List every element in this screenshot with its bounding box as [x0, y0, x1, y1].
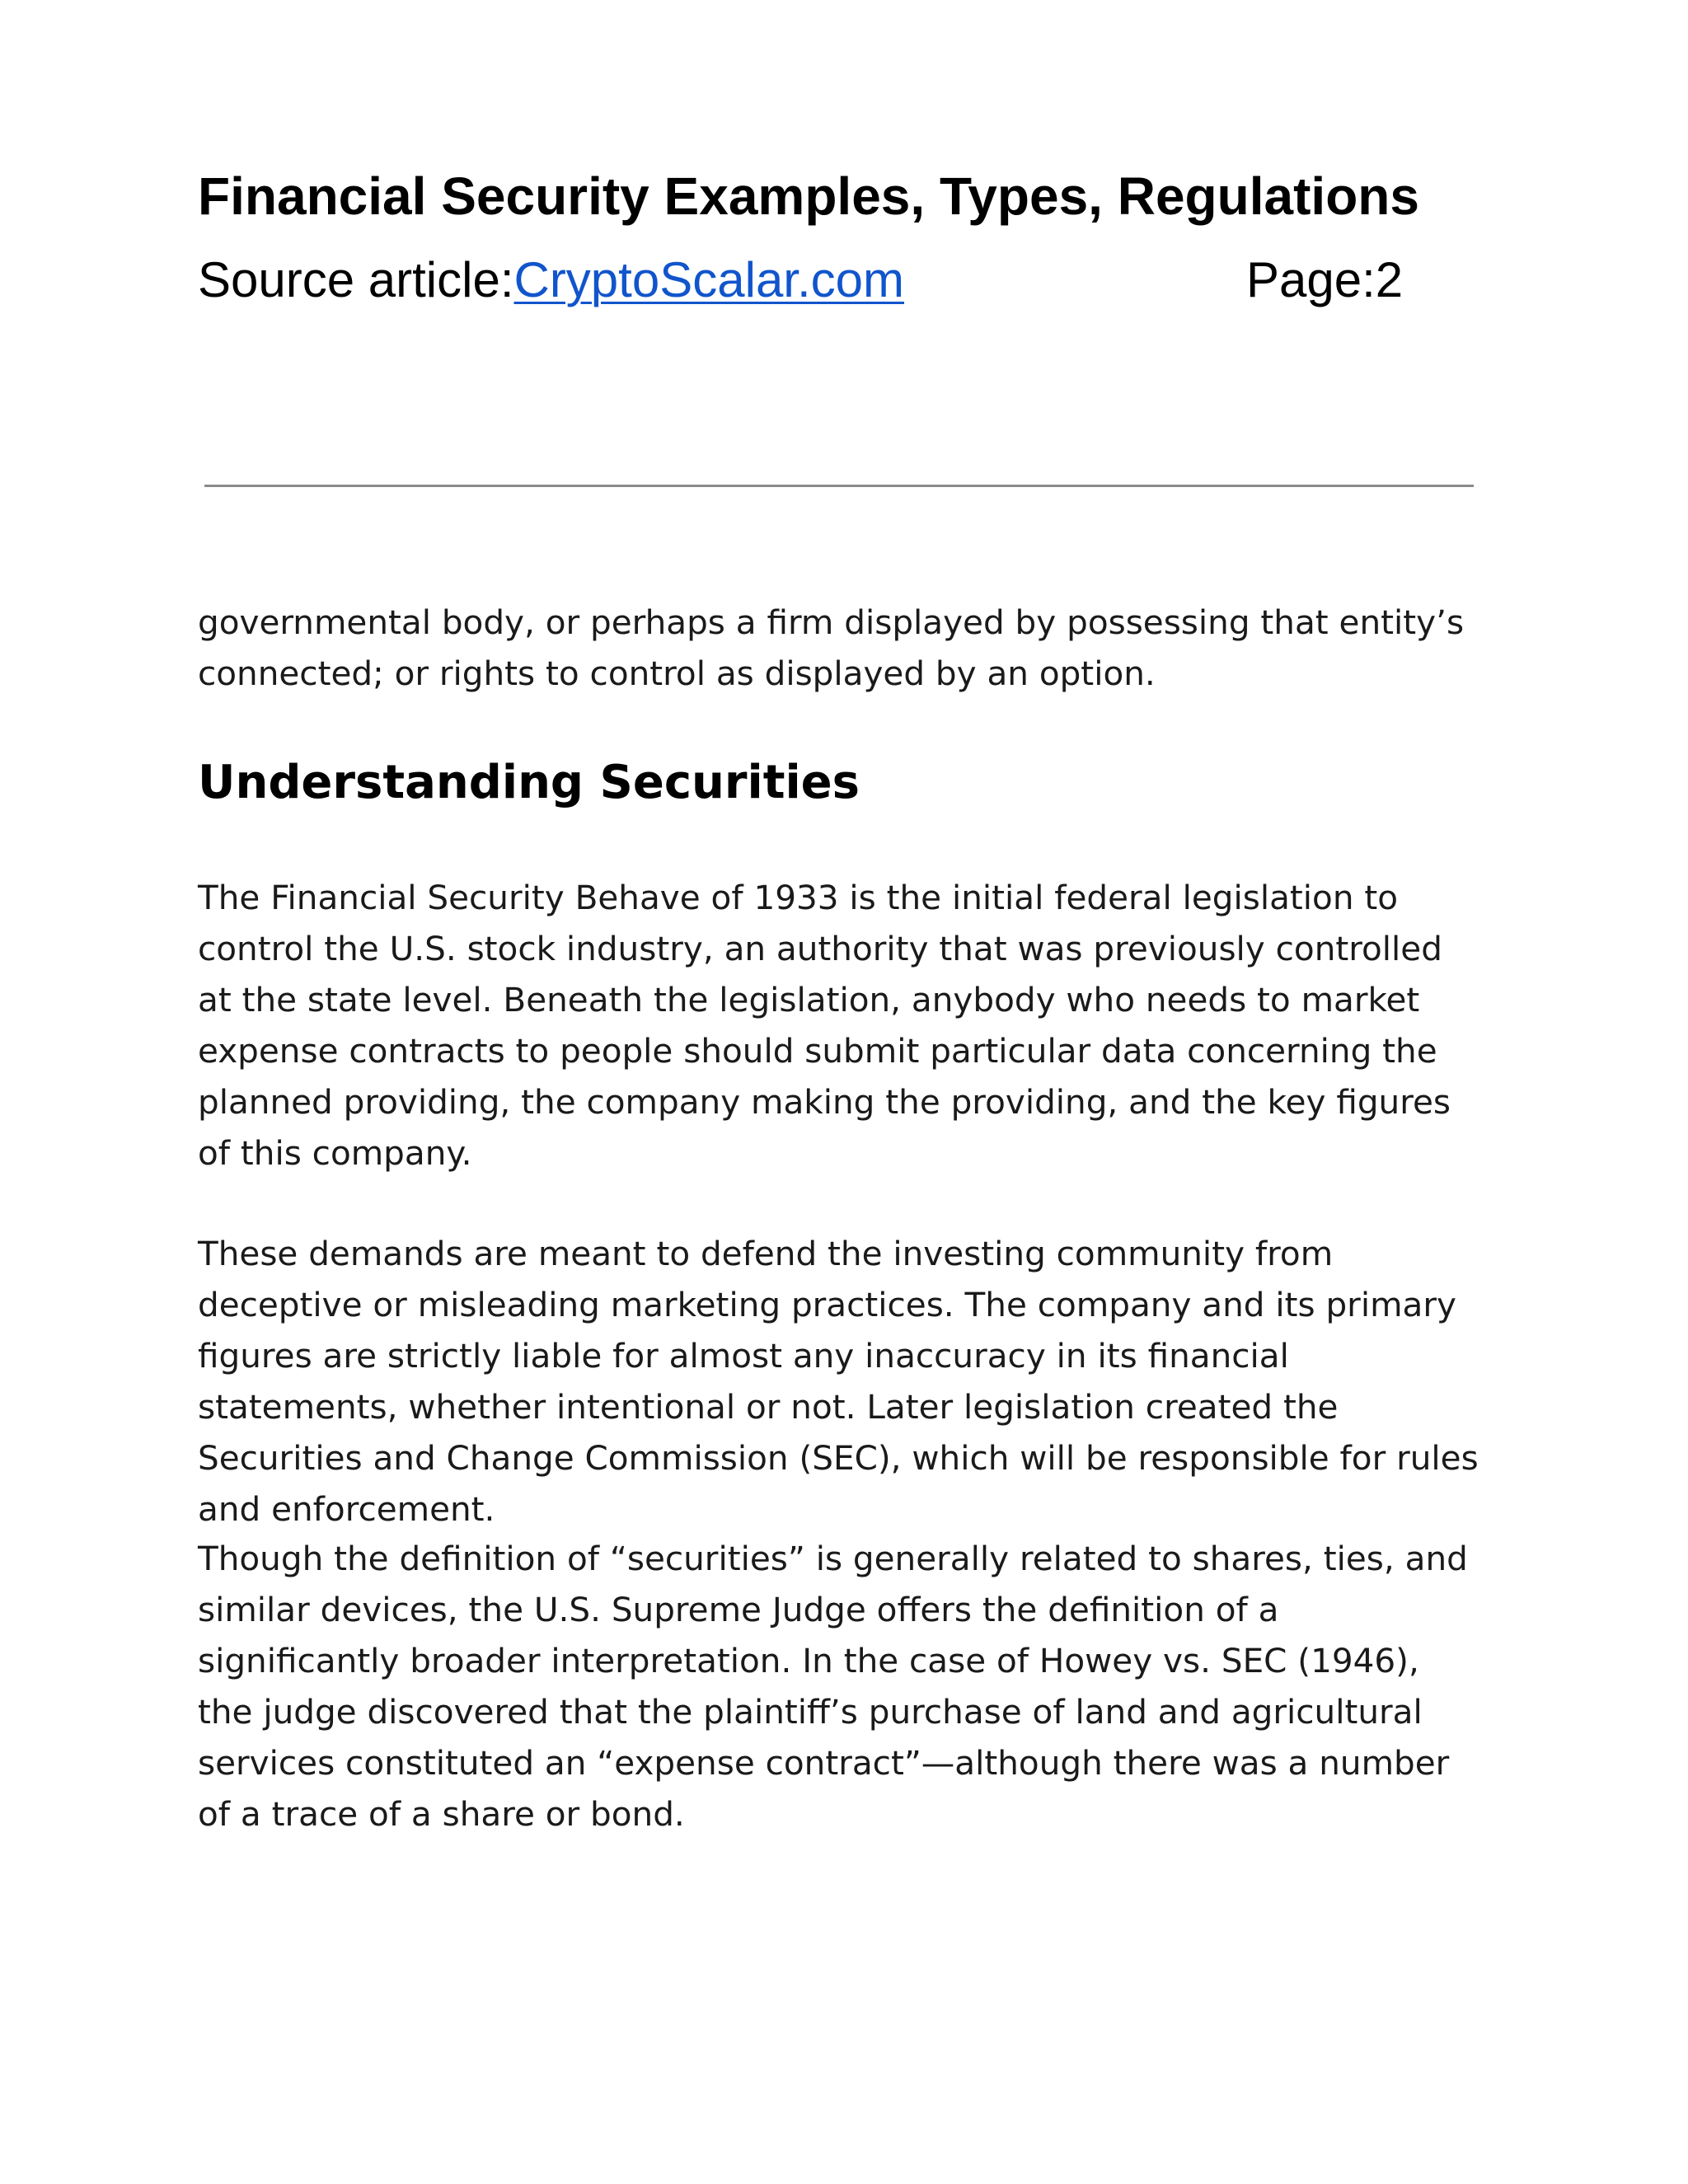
- source-line: [198, 247, 904, 313]
- source-link[interactable]: CryptoScalar.com: [513, 252, 904, 307]
- section-heading: Understanding Securities: [198, 756, 860, 809]
- paragraph-howey-case: Though the definition of “securities” is generally related to shares, ties, and similar devices, the U.S. Supreme Judge offers the definition of a significantly broader interpretation. In the case of Howey vs. SEC (1946), the judge discovered that the plaintiff’s purchase of land and agricultural services constituted an “expense contract”—although there was a number of a trace of a share or bond.: [198, 1539, 1468, 1834]
- page-number: Page:2: [1246, 252, 1404, 307]
- header-divider: [204, 485, 1474, 487]
- paragraph-investor-protection: These demands are meant to defend the investing community from deceptive or misleading marketing practices. The company and its primary figures are strictly liable for almost any inaccuracy in its financial statements, whether intentional or not. Later legislation created the Securities and Change Commission (SEC), which will be responsible for rules and enforcement.: [198, 1234, 1479, 1529]
- paragraph-securities-act: The Financial Security Behave of 1933 is the initial federal legislation to control the U.S. stock industry, an authority that was previously controlled at the state level. Beneath the legislation, anybody who needs to market expense contracts to people should submit particular data concerning the planned providing, the company making the providing, and the key figures of this company.: [198, 878, 1451, 1173]
- intro-paragraph: governmental body, or perhaps a firm displayed by possessing that entity’s connected; or rights to control as displayed by an option.: [198, 602, 1465, 693]
- source-prefix: Source article:: [198, 252, 514, 307]
- document-title: Financial Security Examples, Types, Regulations: [198, 166, 1419, 226]
